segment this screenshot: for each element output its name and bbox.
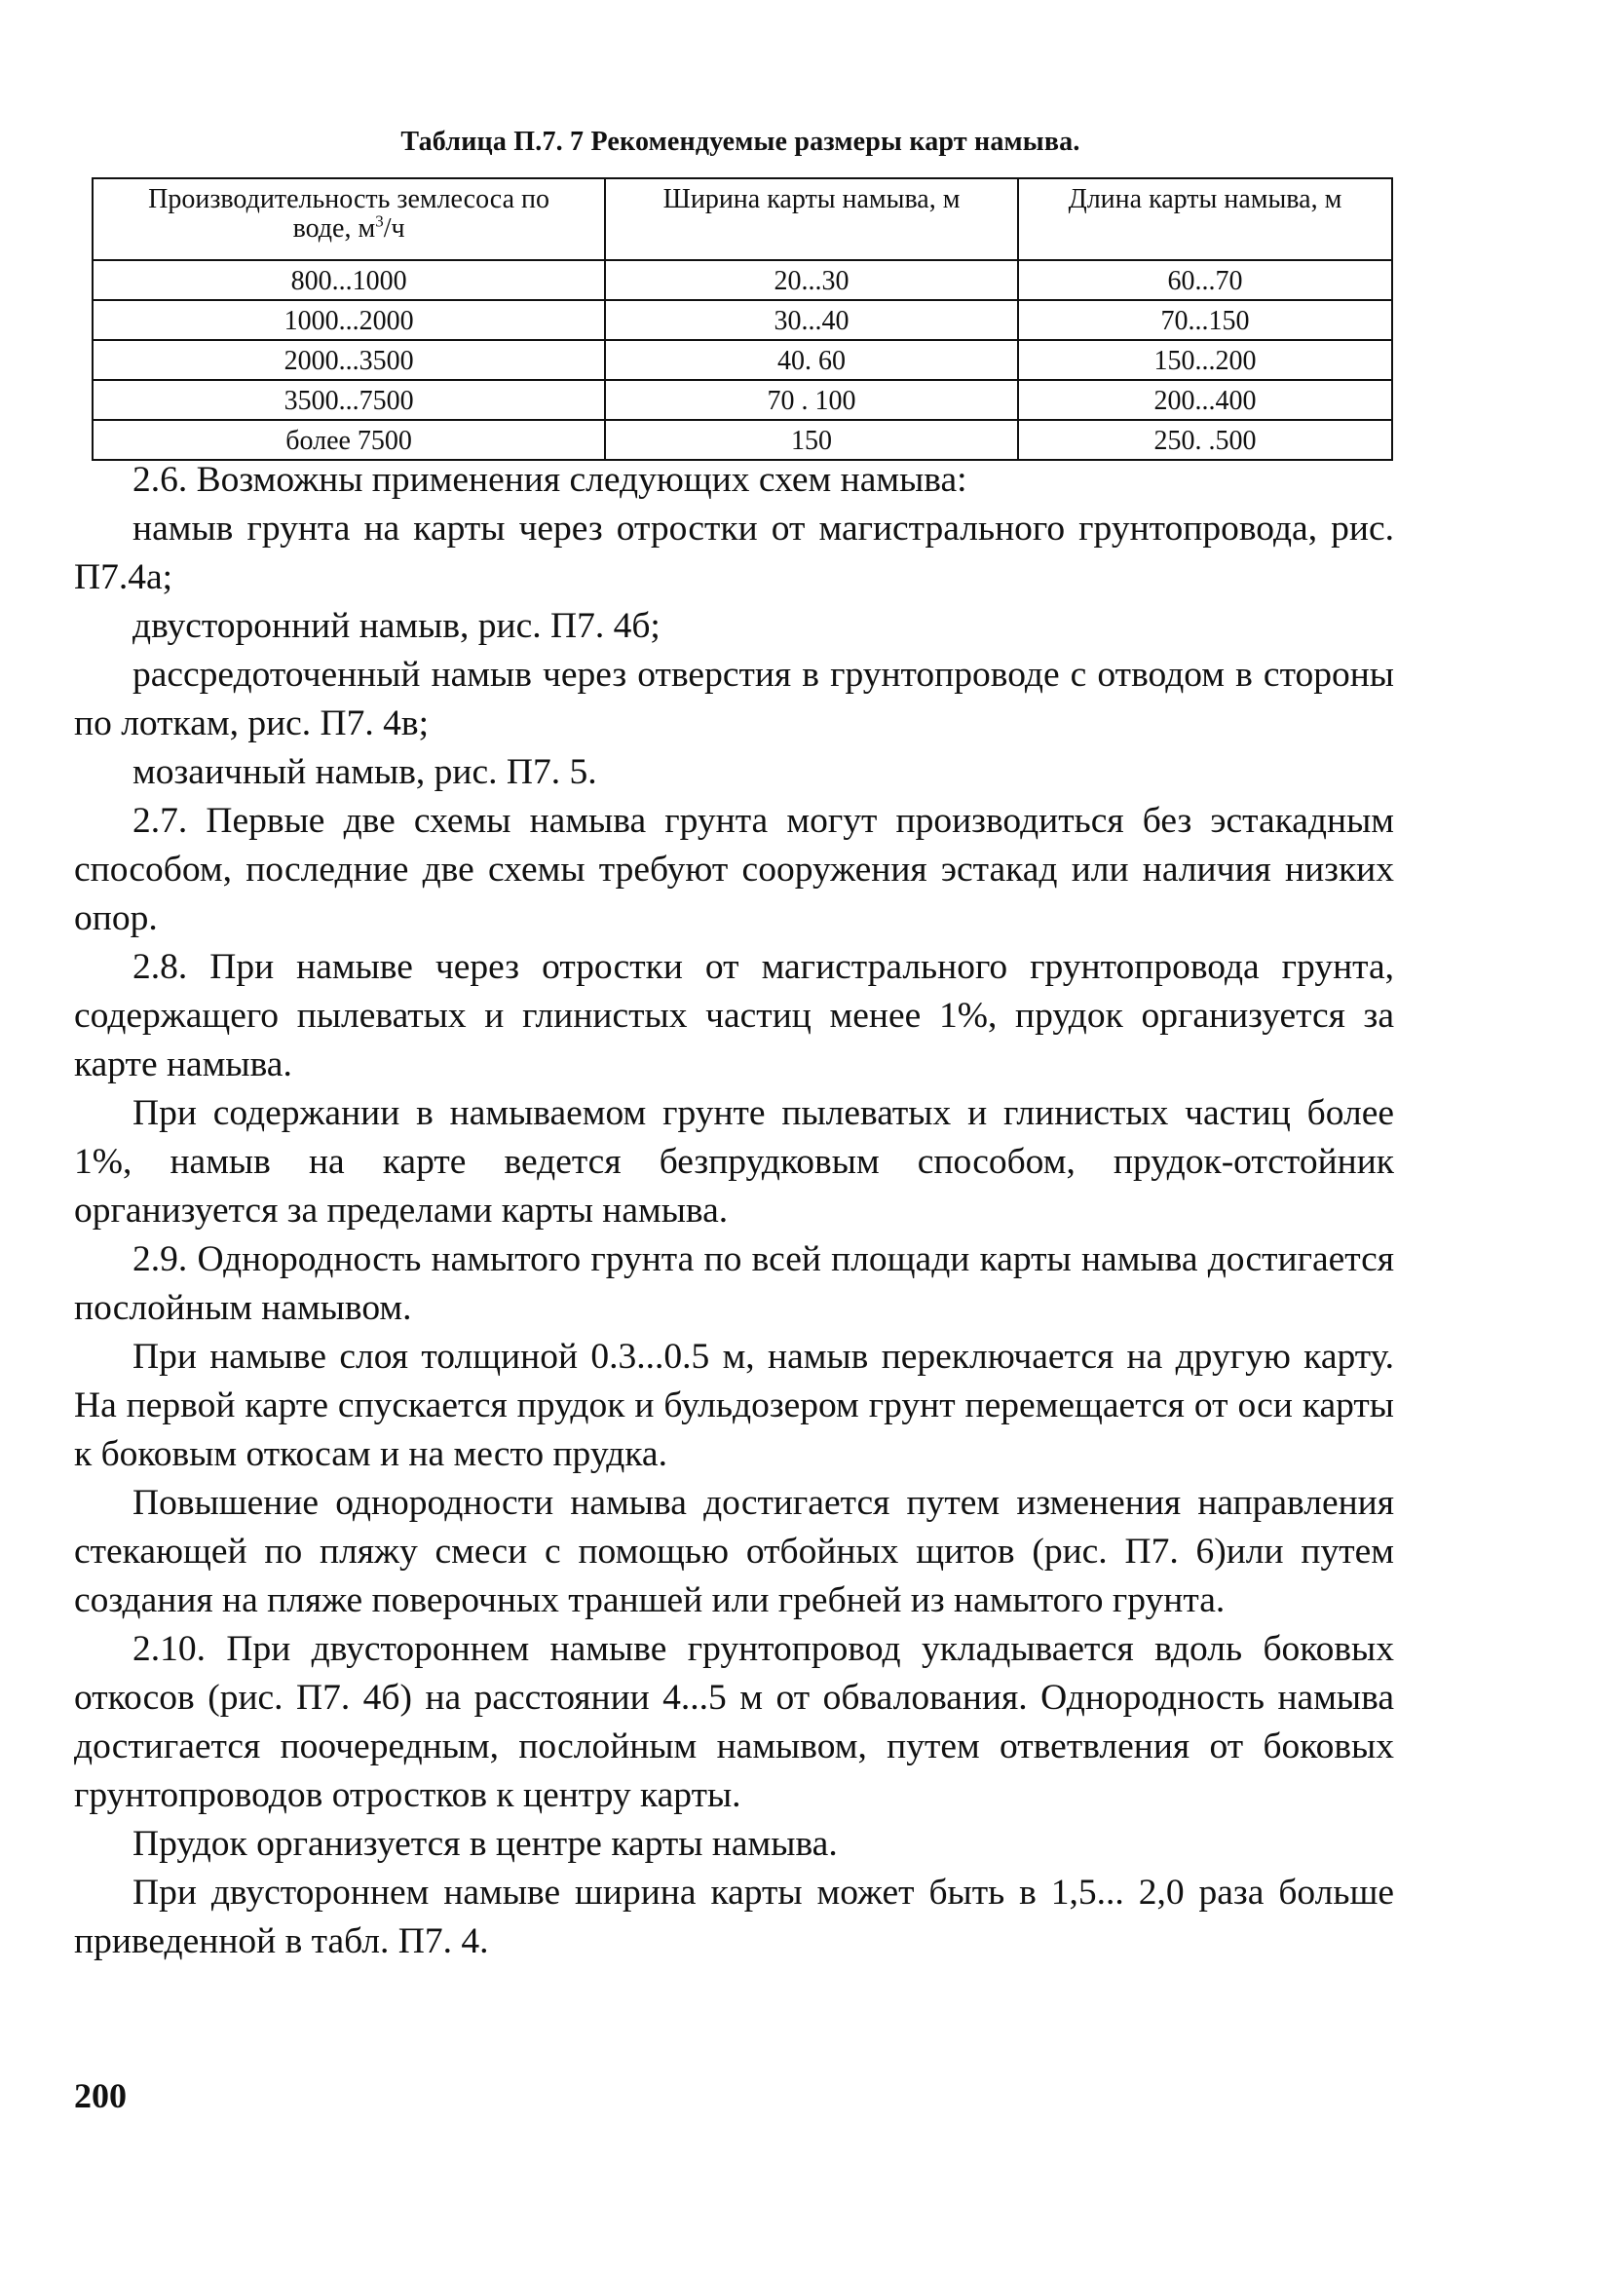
dredge-map-size-table: [92, 177, 1393, 461]
header-dredge-capacity-line2: воде, м: [292, 213, 376, 244]
table-row: [93, 340, 1392, 380]
header-dredge-capacity-line1: Производительность землесоса по: [148, 184, 549, 214]
paragraph-2-10: 2.10. При двустороннем намыве грунтопровод укладывается вдоль боковых откосов (рис. П7. 4б) на расстоянии 4...5 м от обвалования. Однородность намыва достигается поочередным, послойным намывом, путем ответвления от боковых грунтопроводов отростков к центру карты.: [74, 1629, 1394, 1815]
paragraph-scheme-mosaic: мозаичный намыв, рис. П7. 5.: [132, 752, 597, 792]
paragraph-2-7: 2.7. Первые две схемы намыва грунта могут производиться без эстакадным способом, последние две схемы требуют сооружения эстакад или наличия низких опор.: [74, 801, 1394, 938]
table-row: [93, 300, 1392, 340]
table-cell-length: 250. .500: [1018, 420, 1392, 460]
table-cell-length: 60...70: [1018, 260, 1392, 300]
header-map-width: Ширина карты намыва, м: [605, 178, 1018, 260]
table-header-row: [93, 178, 1392, 260]
table-cell-capacity: 2000...3500: [93, 340, 605, 380]
table-cell-length: 150...200: [1018, 340, 1392, 380]
table-cell-width: 150: [605, 420, 1018, 460]
table-row: [93, 420, 1392, 460]
paragraph-scheme-dispersed: рассредоточенный намыв через отверстия в грунтопроводе с отводом в стороны по лоткам, рис. П7. 4в;: [74, 655, 1394, 743]
table-cell-width: 40. 60: [605, 340, 1018, 380]
paragraph-pond-center: Прудок организуется в центре карты намыва.: [132, 1824, 838, 1864]
body-text: [74, 456, 1394, 1966]
header-map-length: Длина карты намыва, м: [1018, 178, 1392, 260]
table-cell-capacity: 1000...2000: [93, 300, 605, 340]
table-cell-width: 30...40: [605, 300, 1018, 340]
header-dredge-capacity-unit: /ч: [383, 213, 405, 244]
page-number: 200: [74, 2076, 127, 2115]
paragraph-2-9: 2.9. Однородность намытого грунта по всей площади карты намыва достигается послойным намывом.: [74, 1239, 1394, 1328]
paragraph-layer-switch: При намыве слоя толщиной 0.3...0.5 м, намыв переключается на другую карту. На первой карте спускается прудок и бульдозером грунт перемещается от оси карты к боковым откосам и на место прудка.: [74, 1337, 1394, 1474]
table-cell-capacity: 800...1000: [93, 260, 605, 300]
paragraph-scheme-branches: намыв грунта на карты через отростки от магистрального грунтопровода, рис. П7.4а;: [74, 509, 1394, 597]
table-cell-width: 20...30: [605, 260, 1018, 300]
paragraph-2-8: 2.8. При намыве через отростки от магистрального грунтопровода грунта, содержащего пылеватых и глинистых частиц менее 1%, прудок организуется за карте намыва.: [74, 947, 1394, 1084]
table-caption: Таблица П.7. 7 Рекомендуемые размеры карт намыва.: [400, 127, 1080, 157]
table-cell-length: 70...150: [1018, 300, 1392, 340]
paragraph-map-width: При двустороннем намыве ширина карты может быть в 1,5... 2,0 раза больше приведенной в табл. П7. 4.: [74, 1873, 1394, 1961]
table-cell-capacity: более 7500: [93, 420, 605, 460]
table-cell-capacity: 3500...7500: [93, 380, 605, 420]
paragraph-uniformity: Повышение однородности намыва достигается путем изменения направления стекающей по пляжу смеси с помощью отбойных щитов (рис. П7. 6)или путем создания на пляже поверочных траншей или гребней из намытого грунта.: [74, 1483, 1394, 1620]
paragraph-scheme-two-sided: двусторонний намыв, рис. П7. 4б;: [132, 606, 661, 646]
header-unit-superscript: 3: [375, 211, 384, 231]
table-row: [93, 380, 1392, 420]
table-cell-length: 200...400: [1018, 380, 1392, 420]
table-cell-width: 70 . 100: [605, 380, 1018, 420]
table-row: [93, 260, 1392, 300]
paragraph-2-6: 2.6. Возможны применения следующих схем намыва:: [132, 460, 967, 500]
header-dredge-capacity: [93, 178, 605, 260]
paragraph-pond-settler: При содержании в намываемом грунте пылеватых и глинистых частиц более 1%, намыв на карте ведется безпрудковым способом, прудок-отстойник организуется за пределами карты намыва.: [74, 1093, 1394, 1231]
